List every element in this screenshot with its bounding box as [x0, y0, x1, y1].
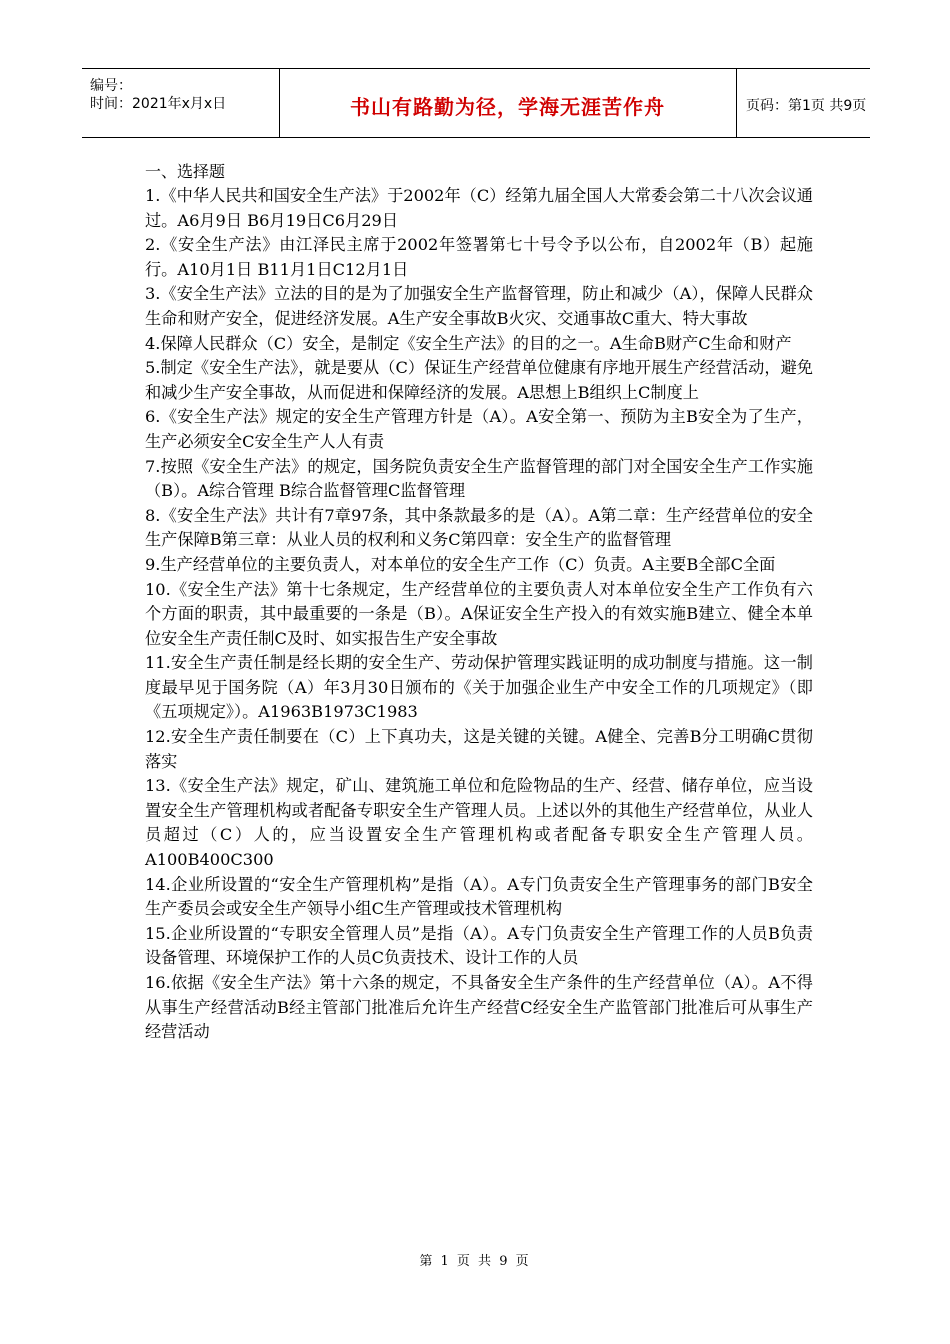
page-header [82, 68, 870, 138]
question-7: 7.按照《安全生产法》的规定，国务院负责安全生产监督管理的部门对全国安全生产工作实施（B）。A综合管理 B综合监督管理C监督管理 [145, 456, 813, 501]
question-4: 4.保障人民群众（C）安全，是制定《安全生产法》的目的之一。A生命B财产C生命和财产 [145, 333, 792, 353]
page-footer: 第 1 页 共 9 页 [419, 1254, 531, 1269]
question-10: 10.《安全生产法》第十七条规定，生产经营单位的主要负责人对本单位安全生产工作负有六个方面的职责，其中最重要的一条是（B）。A保证安全生产投入的有效实施B建立、健全本单位安全生产责任制C及时、如实报告生产安全事故 [145, 579, 813, 648]
question-13: 13.《安全生产法》规定，矿山、建筑施工单位和危险物品的生产、经营、储存单位，应当设置安全生产管理机构或者配备专职安全生产管理人员。上述以外的其他生产经营单位，从业人员超过（C）人的，应当设置安全生产管理机构或者配备专职安全生产管理人员。A100B400C300 [145, 776, 813, 870]
question-16: 16.依据《安全生产法》第十六条的规定，不具备安全生产条件的生产经营单位（A）。A不得从事生产经营活动B经主管部门批准后允许生产经营C经安全生产监管部门批准后可从事生产经营活动 [145, 973, 813, 1042]
question-6: 6.《安全生产法》规定的安全生产管理方针是（A）。A安全第一、预防为主B安全为了生产，生产必须安全C安全生产人人有责 [145, 407, 813, 451]
question-8: 8.《安全生产法》共计有7章97条，其中条款最多的是（A）。A第二章：生产经营单位的安全生产保障B第三章：从业人员的权利和义务C第四章：安全生产的监督管理 [145, 505, 813, 550]
question-1: 1.《中华人民共和国安全生产法》于2002年（C）经第九届全国人大常委会第二十八次会议通过。A6月9日 B6月19日C6月29日 [145, 186, 813, 230]
question-14: 14.企业所设置的“安全生产管理机构”是指（A）。A专门负责安全生产管理事务的部门B安全生产委员会或安全生产领导小组C生产管理或技术管理机构 [145, 874, 813, 919]
document-number-label: 编号： [90, 78, 132, 94]
question-12: 12.安全生产责任制要在（C）上下真功夫，这是关键的关键。A健全、完善B分工明确C贯彻落实 [145, 727, 813, 771]
question-11: 11.安全生产责任制是经长期的安全生产、劳动保护管理实践证明的成功制度与措施。这一制度最早见于国务院（A）年3月30日颁布的《关于加强企业生产中安全工作的几项规定》（即《五项规定》）。A1963B1973C1983 [145, 653, 813, 722]
header-meta-cell [82, 69, 280, 137]
header-page-info: 页码：第1页 共9页 [746, 98, 867, 114]
question-5: 5.制定《安全生产法》，就是要从（C）保证生产经营单位健康有序地开展生产经营活动，避免和减少生产安全事故，从而促进和保障经济的发展。A思想上B组织上C制度上 [145, 358, 813, 402]
document-date: 时间：2021年x月x日 [90, 96, 227, 112]
header-page-cell [736, 69, 870, 137]
question-15: 15.企业所设置的“专职安全管理人员”是指（A）。A专门负责安全生产管理工作的人员B负责设备管理、环境保护工作的人员C负责技术、设计工作的人员 [145, 923, 813, 968]
question-3: 3.《安全生产法》立法的目的是为了加强安全生产监督管理，防止和减少（A），保障人民群众生命和财产安全，促进经济发展。A生产安全事故B火灾、交通事故C重大、特大事故 [145, 284, 813, 328]
header-motto: 书山有路勤为径，学海无涯苦作舟 [350, 95, 665, 119]
question-9: 9.生产经营单位的主要负责人，对本单位的安全生产工作（C）负责。A主要B全部C全面 [145, 554, 776, 574]
document-body [145, 160, 813, 1045]
section-title: 一、选择题 [145, 162, 226, 181]
header-motto-cell [279, 69, 737, 137]
question-2: 2.《安全生产法》由江泽民主席于2002年签署第七十号令予以公布，自2002年（B）起施行。A10月1日 B11月1日C12月1日 [145, 235, 813, 279]
